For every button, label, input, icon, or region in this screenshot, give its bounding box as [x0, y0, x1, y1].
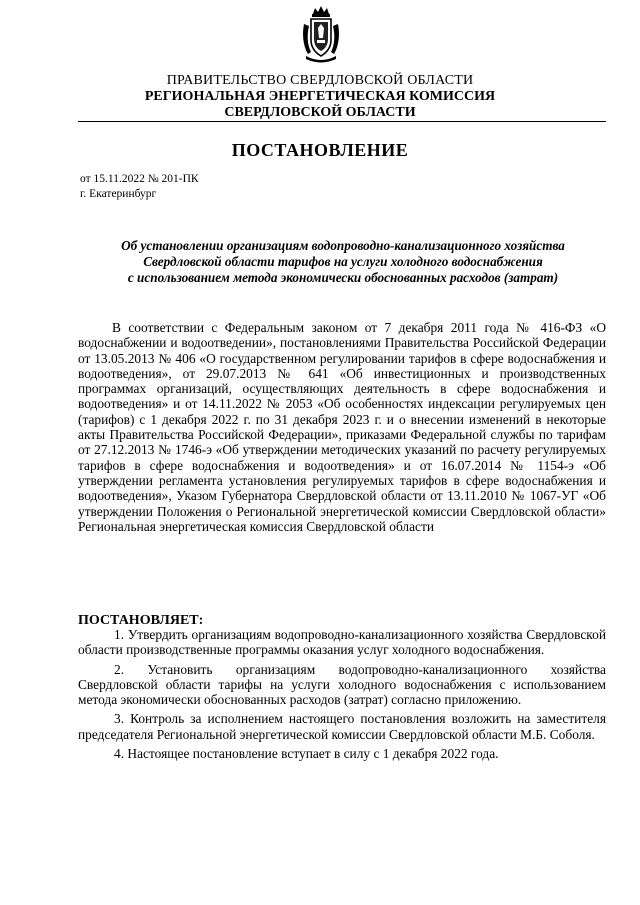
preamble-paragraph: В соответствии с Федеральным законом от 7 декабря 2011 года № 416-ФЗ «О водоснабжении и водоотведении», постановлениями Правительства Российской Федерации от 13.05.2013 № 406 «О государственном регулировании тарифов в сфере водоснабжения и водоотведения», от 29.07.2013 № 641 «Об инвестиционных и производственных программах организаций, осуществляющих деятельность в сфере водоснабжения и водоотведения» и от 14.11.2022 № 2053 «Об особенностях индексации регулируемых цен (тарифов) с 1 декабря 2022 г. по 31 декабря 2023 г. и о внесении изменений в некоторые акты Правительства Российской Федерации», приказами Федеральной службы по тарифам от 27.12.2013 № 1746-э «Об утверждении методических указаний по расчету регулируемых тарифов в сфере водоснабжения и водоотведения» и от 16.07.2014 № 1154-э «Об утверждении регламента установления регулируемых тарифов в сфере водоснабжения и водоотведения», Указом Губернатора Свердловской области от 13.11.2010 № 1067-УГ «Об утверждении Положения о Региональной энергетической комиссии Свердловской области» Региональная энергетическая комиссия Свердловской области [78, 320, 606, 534]
document-date-number: от 15.11.2022 № 201-ПК [80, 173, 199, 185]
header-divider [78, 121, 606, 122]
commission-name-line1: РЕГИОНАЛЬНАЯ ЭНЕРГЕТИЧЕСКАЯ КОМИССИЯ [144, 89, 496, 104]
item-text: Установить организациям водопроводно-канализационного хозяйства Свердловской области тарифы на услуги холодного водоснабжения с использованием метода экономически обоснованных расходов (затрат) согласно приложению. [78, 661, 606, 708]
item-number: 1. [114, 627, 125, 642]
document-title: ПОСТАНОВЛЕНИЕ [231, 140, 409, 160]
document-subject [78, 238, 608, 286]
commission-name-line2: СВЕРДЛОВСКОЙ ОБЛАСТИ [224, 105, 416, 120]
list-item [78, 662, 606, 708]
item-text: Настоящее постановление вступает в силу с 1 декабря 2022 года. [127, 746, 499, 762]
government-name: ПРАВИТЕЛЬСТВО СВЕРДЛОВСКОЙ ОБЛАСТИ [166, 73, 474, 88]
list-item [78, 711, 606, 742]
item-number: 2. [114, 661, 125, 677]
document-city: г. Екатеринбург [80, 188, 157, 200]
item-number: 3. [114, 711, 125, 727]
coat-of-arms-emblem-icon [300, 4, 342, 64]
subject-line: Свердловской области тарифов на услуги холодного водоснабжения [143, 254, 543, 269]
resolution-items [78, 627, 606, 765]
item-number: 4. [114, 746, 125, 762]
resolve-heading: ПОСТАНОВЛЯЕТ: [78, 613, 204, 628]
list-item [78, 627, 606, 658]
subject-line: Об установлении организациям водопроводно-канализационного хозяйства [121, 238, 565, 253]
item-text: Контроль за исполнением настоящего постановления возложить на заместителя председателя Региональной энергетической комиссии Свердловской области М.Б. Соболя. [78, 711, 606, 742]
subject-line: с использованием метода экономически обоснованных расходов (затрат) [127, 270, 559, 285]
list-item [78, 746, 606, 761]
item-text: Утвердить организациям водопроводно-канализационного хозяйства Свердловской области производственные программы оказания услуг холодного водоснабжения. [78, 627, 606, 658]
